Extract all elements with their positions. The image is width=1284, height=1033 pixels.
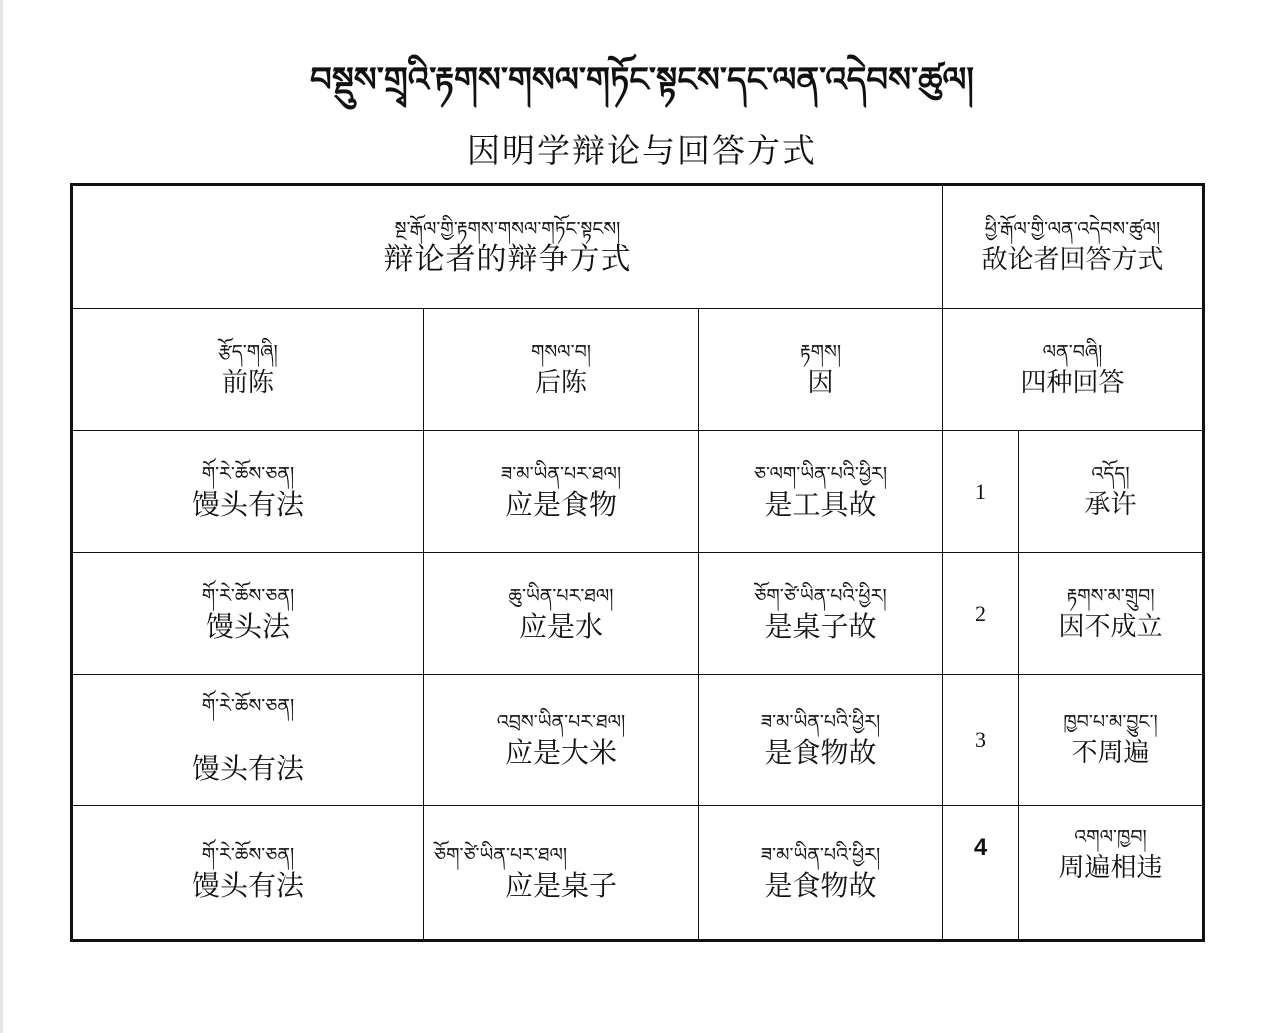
answer-number: 1 bbox=[943, 431, 1019, 553]
answer-number: 3 bbox=[943, 675, 1019, 806]
reason-tibetan: ཟ་མ་ཡིན་པའི་ཕྱིར། bbox=[760, 711, 881, 733]
column-header-predicate bbox=[424, 309, 699, 431]
answer-number: 2 bbox=[943, 553, 1019, 675]
subject-cell bbox=[72, 675, 424, 806]
reason-tibetan: ཅ་ལག་ཡིན་པའི་ཕྱིར། bbox=[753, 462, 888, 485]
reason-chinese: 是工具故 bbox=[764, 487, 877, 521]
answer-chinese: 因不成立 bbox=[1058, 611, 1163, 642]
debater-header-tibetan: སྔ་རྒོལ་གྱི་རྟགས་གསལ་གཏོང་སྟངས། bbox=[394, 218, 621, 240]
subject-chinese: 馒头有法 bbox=[191, 487, 304, 521]
answer-cell bbox=[1019, 806, 1204, 941]
subject-cell bbox=[72, 431, 424, 553]
column-header-tibetan: རྟགས། bbox=[799, 340, 842, 363]
predicate-tibetan: འབྲས་ཡིན་པར་ཐལ། bbox=[496, 711, 626, 733]
header-row-main bbox=[72, 185, 1204, 309]
subject-cell bbox=[72, 553, 424, 675]
answer-chinese: 周遍相违 bbox=[1058, 853, 1163, 883]
predicate-chinese: 应是食物 bbox=[504, 487, 617, 521]
reason-chinese: 是食物故 bbox=[764, 736, 877, 769]
column-header-reason bbox=[699, 309, 943, 431]
subject-chinese: 馒头有法 bbox=[191, 868, 304, 902]
column-header-subject bbox=[72, 309, 424, 431]
predicate-cell bbox=[424, 806, 699, 941]
column-header-chinese: 后陈 bbox=[534, 367, 587, 398]
answer-chinese: 不周遍 bbox=[1071, 738, 1150, 768]
predicate-chinese: 应是大米 bbox=[504, 736, 617, 769]
column-header-chinese: 因 bbox=[807, 367, 834, 398]
page-title-tibetan: བསྡུས་གྲྭའི་རྟགས་གསལ་གཏོང་སྟངས་དང་ལན་འདེབས་ཚུལ། bbox=[310, 60, 974, 100]
page-title-chinese: 因明学辩论与回答方式 bbox=[467, 131, 817, 170]
predicate-tibetan: ཟ་མ་ཡིན་པར་ཐལ། bbox=[500, 462, 622, 485]
answer-cell bbox=[1019, 431, 1204, 553]
answer-tibetan: འགལ་ཁྱབ། bbox=[1074, 826, 1147, 848]
column-header-tibetan: གསལ་བ། bbox=[530, 340, 591, 363]
subject-tibetan: གོ་རེ་ཆོས་ཅན། bbox=[201, 584, 295, 607]
predicate-chinese: 应是桌子 bbox=[504, 868, 617, 902]
reason-tibetan: ཅོག་ཙེ་ཡིན་པའི་ཕྱིར། bbox=[754, 584, 887, 607]
answer-cell bbox=[1019, 675, 1204, 806]
subject-tibetan: གོ་རེ་ཆོས་ཅན། bbox=[201, 695, 295, 717]
answer-cell bbox=[1019, 553, 1204, 675]
column-header-chinese: 四种回答 bbox=[1020, 367, 1125, 398]
predicate-cell bbox=[424, 431, 699, 553]
respondent-header-tibetan: ཕྱི་རྒོལ་གྱི་ལན་འདེབས་ཚུལ། bbox=[984, 218, 1161, 240]
table-row bbox=[72, 553, 1204, 675]
predicate-tibetan: ཅོག་ཙེ་ཡིན་པར་ཐལ། bbox=[434, 843, 568, 866]
reason-chinese: 是桌子故 bbox=[764, 609, 877, 643]
answer-tibetan: རྟགས་མ་གྲུབ། bbox=[1066, 584, 1155, 607]
table-row bbox=[72, 806, 1204, 941]
answer-number: 4 bbox=[943, 806, 1019, 941]
table-row bbox=[72, 675, 1204, 806]
respondent-header bbox=[943, 185, 1204, 309]
respondent-header-chinese: 敌论者回答方式 bbox=[981, 245, 1164, 275]
answer-tibetan: འདོད། bbox=[1091, 462, 1130, 485]
column-header-answers bbox=[943, 309, 1204, 431]
answer-chinese: 承许 bbox=[1084, 489, 1137, 520]
predicate-chinese: 应是水 bbox=[518, 609, 603, 643]
subject-tibetan: གོ་རེ་ཆོས་ཅན། bbox=[201, 843, 295, 866]
reason-cell bbox=[699, 553, 943, 675]
column-header-tibetan: རྩོད་གཞི། bbox=[218, 340, 278, 363]
debater-header bbox=[72, 185, 943, 309]
subject-chinese: 馒头有法 bbox=[191, 752, 304, 785]
subject-tibetan: གོ་རེ་ཆོས་ཅན། bbox=[201, 462, 295, 485]
column-header-chinese: 前陈 bbox=[221, 367, 274, 398]
header-row-columns bbox=[72, 309, 1204, 431]
reason-tibetan: ཟ་མ་ཡིན་པའི་ཕྱིར། bbox=[760, 843, 881, 866]
subject-chinese: 馒头法 bbox=[205, 609, 290, 643]
reason-cell bbox=[699, 431, 943, 553]
reason-cell bbox=[699, 806, 943, 941]
subject-cell bbox=[72, 806, 424, 941]
column-header-tibetan: ལན་བཞི། bbox=[1042, 340, 1103, 363]
debater-header-chinese: 辩论者的辩争方式 bbox=[383, 242, 632, 277]
predicate-cell bbox=[424, 553, 699, 675]
predicate-cell bbox=[424, 675, 699, 806]
predicate-tibetan: ཆུ་ཡིན་པར་ཐལ། bbox=[508, 584, 614, 607]
reason-cell bbox=[699, 675, 943, 806]
table-row bbox=[72, 431, 1204, 553]
reason-chinese: 是食物故 bbox=[764, 868, 877, 902]
answer-tibetan: ཁྱབ་པ་མ་བྱུང་། bbox=[1063, 711, 1158, 733]
debate-table bbox=[70, 183, 1205, 942]
